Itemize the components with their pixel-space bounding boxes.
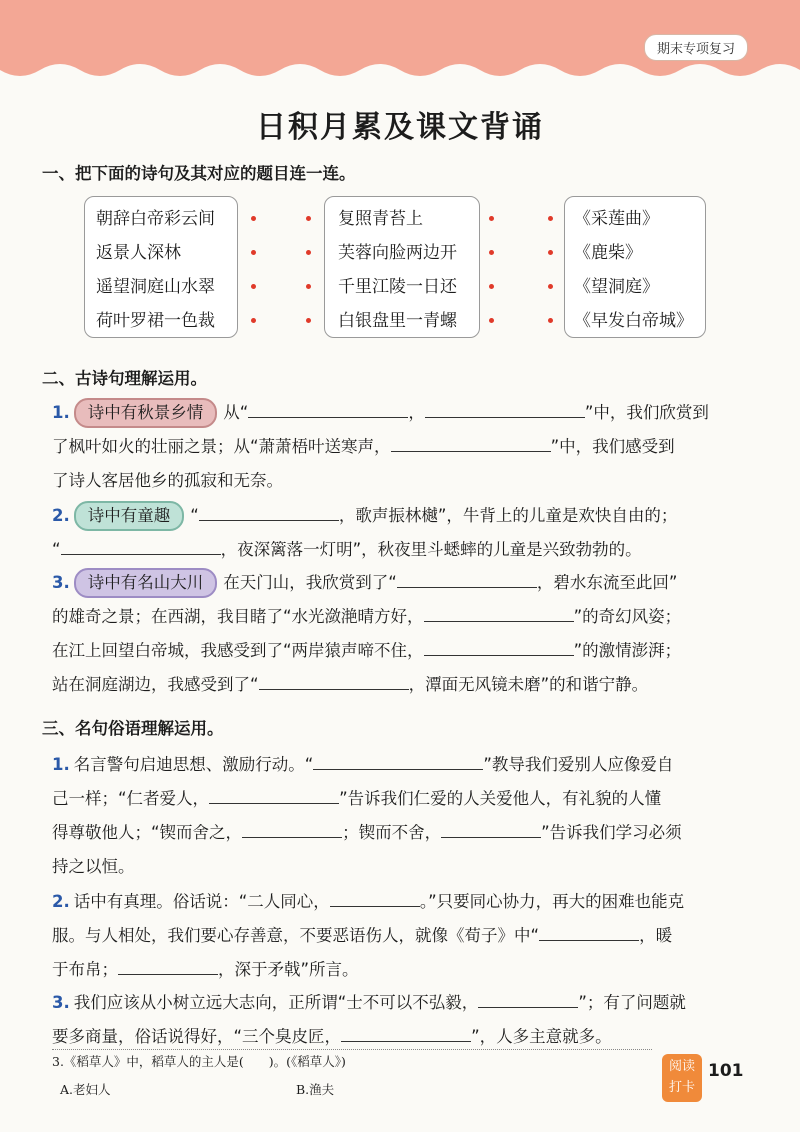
option-a[interactable]: A.老妇人 <box>60 1082 111 1097</box>
text: 站在洞庭湖边，我感受到了“ <box>52 675 259 694</box>
text: 要多商量，俗话说得好，“三个臭皮匠， <box>52 1027 342 1046</box>
text: 得尊敬他人；“锲而舍之， <box>52 823 243 842</box>
answer-blank[interactable] <box>209 785 339 804</box>
connect-dot[interactable] <box>548 318 553 323</box>
text: ，潭面无风镜未磨”的和谐宁静。 <box>408 675 649 694</box>
text: “ <box>190 506 199 525</box>
text: ，深于矛戟”所言。 <box>218 960 359 979</box>
answer-blank[interactable] <box>539 922 639 941</box>
poem-line: 千里江陵一日还 <box>338 277 457 297</box>
text: 从“ <box>223 403 249 422</box>
question-number: 2. <box>52 506 70 525</box>
text: 了枫叶如火的壮丽之景；从“萧萧梧叶送寒声， <box>52 437 391 456</box>
answer-blank[interactable] <box>259 671 409 690</box>
text: 的雄奇之景；在西湖，我目睹了“水光潋滟晴方好， <box>52 607 424 626</box>
text: ”；有了问题就 <box>578 993 686 1012</box>
section3-q3 <box>52 986 752 1054</box>
answer-blank[interactable] <box>330 888 420 907</box>
answer-blank[interactable] <box>199 502 339 521</box>
connect-dot[interactable] <box>251 250 256 255</box>
badge-line: 阅读 <box>668 1059 695 1074</box>
text: ”，人多主意就多。 <box>471 1027 612 1046</box>
connect-dot[interactable] <box>489 250 494 255</box>
question-number: 1. <box>52 403 70 422</box>
page-title: 日积月累及课文背诵 <box>256 110 544 145</box>
connect-dot[interactable] <box>489 284 494 289</box>
text: 话中有真理。俗话说：“二人同心， <box>73 892 330 911</box>
text: ”告诉我们学习必须 <box>541 823 682 842</box>
question-number: 1. <box>52 755 70 774</box>
connect-dot[interactable] <box>251 284 256 289</box>
poem-line: 白银盘里一青螺 <box>338 311 457 331</box>
text: “ <box>52 540 61 559</box>
section-tag: 期末专项复习 <box>644 34 748 61</box>
text: ”中，我们欣赏到 <box>584 403 709 422</box>
badge-line: 打卡 <box>668 1080 695 1095</box>
poem-title: 《采莲曲》 <box>574 209 659 229</box>
poem-line: 遥望洞庭山水翠 <box>96 277 215 297</box>
section2-heading: 二、古诗句理解运用。 <box>42 369 207 388</box>
text: 服。与人相处，我们要心存善意，不要恶语伤人，就像《荀子》中“ <box>52 926 540 945</box>
text: ；锲而不舍， <box>342 823 442 842</box>
text: ，夜深篱落一灯明”，秋夜里斗蟋蟀的儿童是兴致勃勃的。 <box>220 540 642 559</box>
text: 于布帛； <box>52 960 118 979</box>
answer-blank[interactable] <box>425 399 585 418</box>
text: 名言警句启迪思想、激励行动。“ <box>73 755 314 774</box>
answer-blank[interactable] <box>391 433 551 452</box>
answer-blank[interactable] <box>424 603 574 622</box>
text: ”的激情澎湃； <box>573 641 682 660</box>
connect-dot[interactable] <box>251 216 256 221</box>
text: 了诗人客居他乡的孤寂和无奈。 <box>52 471 283 490</box>
answer-blank[interactable] <box>424 637 574 656</box>
text: 在江上回望白帝城，我感受到了“两岸猿声啼不住， <box>52 641 424 660</box>
question-number: 2. <box>52 892 70 911</box>
connect-dot[interactable] <box>251 318 256 323</box>
answer-blank[interactable] <box>441 819 541 838</box>
answer-blank[interactable] <box>118 956 218 975</box>
poem-title: 《早发白帝城》 <box>574 311 693 331</box>
reading-checkin-badge <box>662 1054 702 1102</box>
answer-blank[interactable] <box>397 569 537 588</box>
connect-dot[interactable] <box>306 216 311 221</box>
section3-q1 <box>52 748 752 884</box>
answer-blank[interactable] <box>248 399 408 418</box>
text: ”告诉我们仁爱的人关爱他人，有礼貌的人懂 <box>339 789 662 808</box>
connect-dot[interactable] <box>306 250 311 255</box>
connect-dot[interactable] <box>548 216 553 221</box>
section3-q2 <box>52 885 752 987</box>
text: ，歌声振林樾”，牛背上的儿童是欢快自由的； <box>338 506 678 525</box>
poem-line: 朝辞白帝彩云间 <box>96 209 215 229</box>
connect-dot[interactable] <box>306 318 311 323</box>
question-number: 3. <box>52 993 70 1012</box>
poem-title: 《望洞庭》 <box>574 277 659 297</box>
text: ”中，我们感受到 <box>550 437 675 456</box>
poem-line: 荷叶罗裙一色裁 <box>96 311 215 331</box>
text: 我们应该从小树立远大志向，正所谓“士不可以不弘毅， <box>73 993 479 1012</box>
poem-line: 芙蓉向脸两边开 <box>338 243 457 263</box>
section3-heading: 三、名句俗语理解运用。 <box>42 719 224 738</box>
topic-tag: 诗中有童趣 <box>74 501 185 531</box>
poem-title: 《鹿柴》 <box>574 243 642 263</box>
topic-tag: 诗中有名山大川 <box>74 568 218 598</box>
text: ”教导我们爱别人应像爱自 <box>483 755 674 774</box>
answer-blank[interactable] <box>478 989 578 1008</box>
text: ，碧水东流至此回” <box>536 573 678 592</box>
question-number: 3. <box>52 573 70 592</box>
poem-line: 复照青苔上 <box>338 209 423 229</box>
connect-dot[interactable] <box>489 318 494 323</box>
section1-heading: 一、把下面的诗句及其对应的题目连一连。 <box>42 164 356 183</box>
connect-dot[interactable] <box>489 216 494 221</box>
text: ，暖 <box>639 926 673 945</box>
text: 己一样；“仁者爱人， <box>52 789 210 808</box>
text: 。”只要同心协力，再大的困难也能克 <box>419 892 685 911</box>
section2-q1 <box>52 396 752 498</box>
connect-dot[interactable] <box>306 284 311 289</box>
section2-q2 <box>52 499 752 567</box>
text: 在天门山，我欣赏到了“ <box>223 573 397 592</box>
connect-dot[interactable] <box>548 284 553 289</box>
connect-dot[interactable] <box>548 250 553 255</box>
answer-blank[interactable] <box>341 1023 471 1042</box>
answer-blank[interactable] <box>61 536 221 555</box>
page-number: 101 <box>708 1061 744 1081</box>
text: ， <box>408 403 425 422</box>
text: 持之以恒。 <box>52 857 135 876</box>
footer-question: 3.《稻草人》中，稻草人的主人是( )。(《稻草人》) <box>52 1054 346 1069</box>
option-b[interactable]: B.渔夫 <box>296 1082 335 1097</box>
answer-blank[interactable] <box>313 751 483 770</box>
poem-line: 返景人深林 <box>96 243 181 263</box>
topic-tag: 诗中有秋景乡情 <box>74 398 218 428</box>
text: ”的奇幻风姿； <box>573 607 682 626</box>
footer-divider <box>52 1049 652 1050</box>
section2-q3 <box>52 566 752 702</box>
answer-blank[interactable] <box>242 819 342 838</box>
